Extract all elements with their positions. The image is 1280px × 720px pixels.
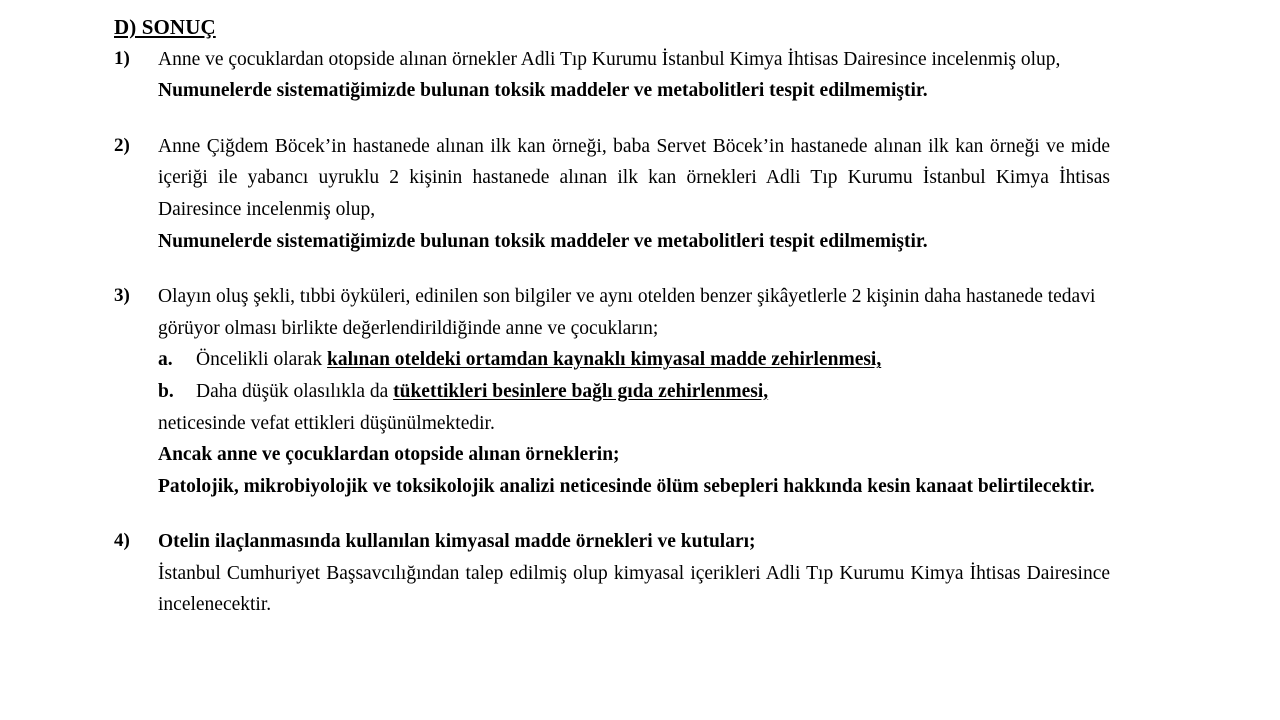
paragraph-emphasis: Numunelerde sistematiğimizde bulunan toksik maddeler ve metabolitleri tespit edilmemiştir.	[158, 230, 928, 252]
page-title	[114, 14, 1110, 42]
list-item	[114, 44, 1110, 107]
sub-item-prefix: Öncelikli olarak	[196, 349, 328, 371]
list-item-marker: 2)	[114, 134, 130, 156]
paragraph-text: Anne ve çocuklardan otopside alınan örnekler Adli Tıp Kurumu İstanbul Kimya İhtisas Dairesince incelenmiş olup,	[158, 48, 1061, 70]
paragraph-emphasis: Numunelerde sistematiğimizde bulunan toksik maddeler ve metabolitleri tespit edilmemiştir.	[158, 80, 928, 102]
sub-item-emphasis: kalınan oteldeki ortamdan kaynaklı kimyasal madde zehirlenmesi,	[327, 349, 882, 371]
list-item-marker: 4)	[114, 530, 130, 552]
paragraph-text: İstanbul Cumhuriyet Başsavcılığından talep edilmiş olup kimyasal içerikleri Adli Tıp Kurumu Kimya İhtisas Dairesince incelenecektir.	[158, 562, 1110, 616]
sub-list-item-marker: a.	[158, 349, 173, 371]
list-item-marker: 1)	[114, 47, 130, 69]
sub-list-item-marker: b.	[158, 380, 174, 402]
paragraph-text: Olayın oluş şekli, tıbbi öyküleri, edinilen son bilgiler ve aynı otelden benzer şikâyetlerle 2 kişinin daha hastanede tedavi görüyor olması birlikte değerlendirildiğinde anne ve çocukların;	[158, 286, 1096, 339]
list-item-marker: 3)	[114, 285, 130, 307]
paragraph-emphasis: Ancak anne ve çocuklardan otopside alınan örneklerin;	[158, 444, 620, 466]
list-item	[114, 281, 1110, 502]
paragraph-text: neticesinde vefat ettikleri düşünülmektedir.	[158, 412, 495, 434]
list-item	[114, 131, 1110, 257]
page-title-text: D) SONUÇ	[114, 15, 216, 39]
sub-list-item	[158, 376, 1110, 408]
sub-item-prefix: Daha düşük olasılıkla da	[196, 380, 394, 402]
list-item	[114, 526, 1110, 621]
paragraph-text: Anne Çiğdem Böcek’in hastanede alınan ilk kan örneği, baba Servet Böcek’in hastanede alınan ilk kan örneği ve mide içeriği ile yabancı uyruklu 2 kişinin hastanede alınan ilk kan örnekleri Adli Tıp Kurumu İstanbul Kimya İhtisas Dairesince incelenmiş olup,	[158, 135, 1110, 221]
paragraph-emphasis: Otelin ilaçlanmasında kullanılan kimyasal madde örnekleri ve kutuları;	[158, 531, 756, 553]
sub-list-item	[158, 344, 1110, 376]
paragraph-emphasis: Patolojik, mikrobiyolojik ve toksikolojik analizi neticesinde ölüm sebepleri hakkında kesin kanaat belirtilecektir.	[158, 475, 1095, 497]
sub-item-emphasis: tükettikleri besinlere bağlı gıda zehirlenmesi,	[393, 380, 769, 402]
